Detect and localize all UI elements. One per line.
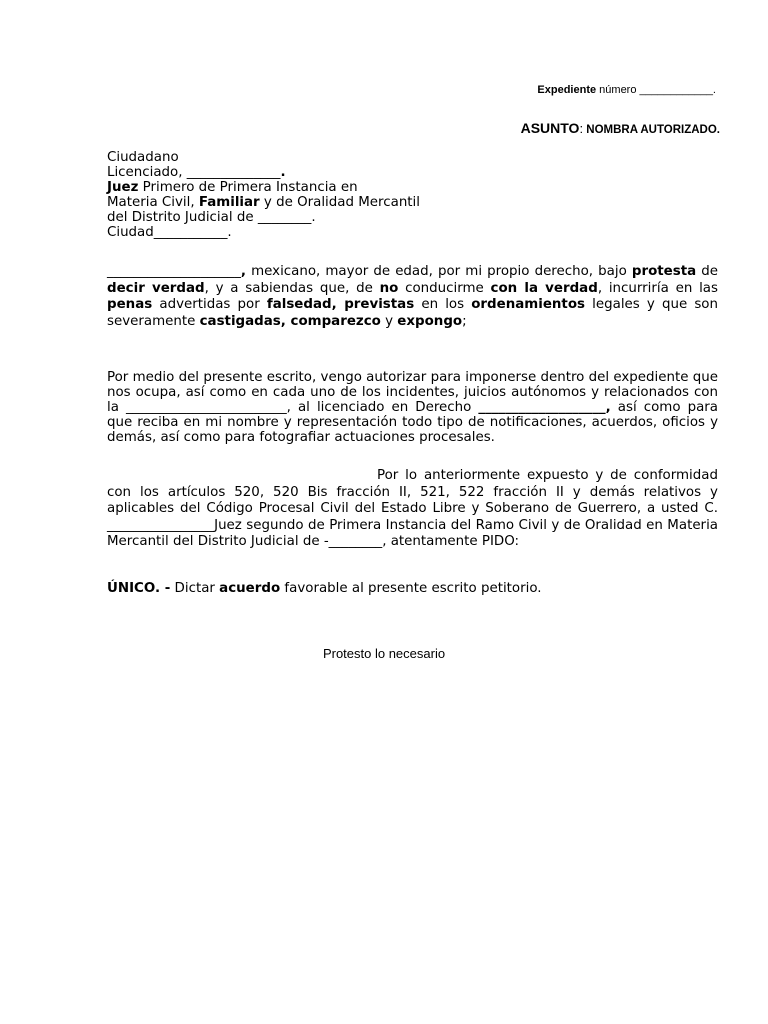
p1-text-5: , incurriría en las [597, 280, 718, 296]
addressee-line-6: Ciudad___________. [107, 225, 232, 240]
p3-text: Por lo anteriormente expuesto y de conformidad con los artículos 520, 520 Bis fracción II, 521, 522 fracción II y demás relativos y aplicables del Código Procesal Civil del Estado Libre y Soberano de Guerrero, a usted C. ________________Juez segundo de Primera Instancia del Ramo Civil y de Oralidad en Materia Mercantil del Distrito Judicial de -________, atentamente PIDO: [107, 468, 718, 549]
p1-bold-no: no [379, 280, 399, 296]
asunto-line [521, 120, 720, 136]
p1-blank: ____________________ [107, 264, 241, 279]
addressee-period: . [280, 165, 286, 180]
p1-comma: , [240, 264, 246, 279]
addressee-juez: Juez [107, 180, 139, 195]
addressee-line-3 [107, 180, 718, 195]
p4-text-1: Dictar [170, 581, 220, 596]
p1-bold-decir-verdad: decir verdad [107, 280, 205, 296]
expediente-line [537, 84, 716, 96]
addressee-oralidad: y de Oralidad Mercantil [259, 195, 420, 210]
addressee-materia: Materia Civil, [107, 195, 199, 210]
paragraph-authorization [107, 370, 718, 445]
addressee-line-5: del Distrito Judicial de ________. [107, 210, 316, 225]
closing-protesto: Protesto lo necesario [322, 646, 446, 661]
asunto-text: NOMBRA AUTORIZADO. [583, 124, 720, 136]
p1-text-2: de [696, 264, 718, 279]
p1-text-8: legales y que son severamente [107, 297, 718, 329]
addressee-familiar: Familiar [198, 195, 260, 210]
p4-bold-acuerdo: acuerdo [219, 581, 281, 596]
p1-bold-penas: penas [107, 297, 153, 312]
addressee-juez-rest: Primero de Primera Instancia en [138, 180, 358, 195]
p4-bold-unico: ÚNICO. - [107, 581, 171, 596]
p1-text-4: conducirme [398, 280, 491, 296]
p1-bold-protesta: protesta [631, 264, 697, 279]
p2-text-1: Por medio del presente escrito, vengo autorizar para imponerse dentro del expediente que nos ocupa, así como en cada uno de los incidentes, juicios autónomos y relacionados con la ________________________, al licenciado en Derecho [107, 370, 718, 415]
expediente-label: Expediente [537, 84, 597, 96]
p2-blank-derecho: ___________________, [478, 400, 611, 415]
p1-bold-con-la-verdad: con la verdad [490, 280, 598, 296]
p1-text-6: advertidas por [152, 297, 267, 312]
expediente-text: número ____________. [596, 84, 716, 96]
paragraph-declaration [107, 264, 718, 330]
asunto-label: ASUNTO [520, 120, 580, 136]
addressee-licenciado: Licenciado, ______________ [107, 165, 281, 180]
p1-semicolon: ; [462, 313, 467, 329]
p1-text-7: en los [414, 297, 472, 312]
p1-bold-falsedad: falsedad, previstas [266, 297, 415, 312]
p1-text-3: , y a sabiendas que, de [204, 280, 380, 296]
p1-text-1: mexicano, mayor de edad, por mi propio derecho, bajo [246, 264, 632, 279]
paragraph-unico [107, 581, 718, 597]
p4-text-2: favorable al presente escrito petitorio. [280, 581, 542, 596]
p1-bold-castigadas: castigadas, comparezco [199, 313, 381, 329]
addressee-line-1: Ciudadano [107, 150, 179, 165]
addressee-line-2 [107, 165, 718, 180]
addressee-block [107, 150, 718, 240]
p1-text-9: y [380, 313, 398, 329]
p1-bold-expongo: expongo [397, 313, 463, 329]
addressee-line-4 [107, 195, 718, 210]
asunto-separator: : [579, 121, 584, 136]
paragraph-petition [107, 468, 718, 551]
p1-bold-ordenamientos: ordenamientos [471, 297, 586, 312]
p2-text-2: así como para que reciba en mi nombre y representación todo tipo de notificaciones, acuerdos, oficios y demás, así como para fotografiar actuaciones procesales. [107, 400, 718, 445]
